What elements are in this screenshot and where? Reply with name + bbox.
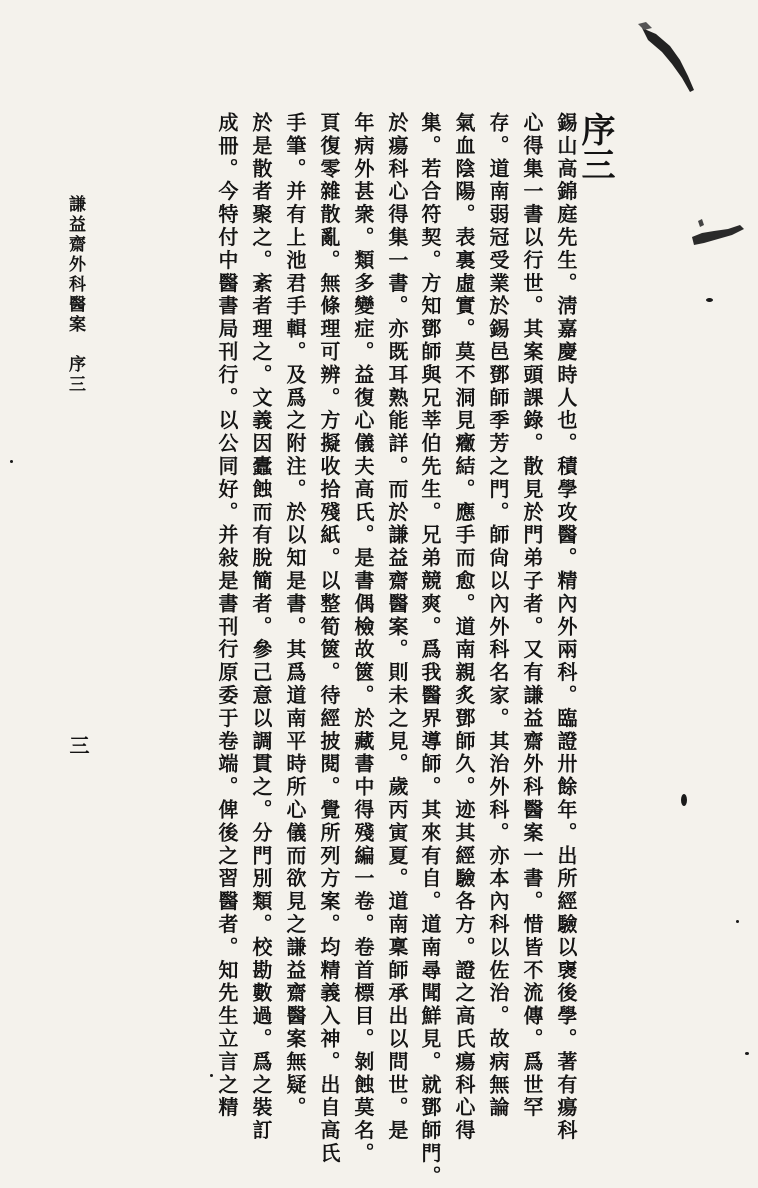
ink-speck (10, 460, 13, 463)
text-column-4: 氣血陰陽。表裏虛實。莫不洞見癥結。應手而愈。道南親炙鄧師久。迹其經驗各方。證之高氏瘍科心得 (451, 112, 476, 1143)
text-column-11: 成冊。今特付中醫書局刊行。以公同好。并敍是書刊行原委于卷端。俾後之習醫者。知先生立言之精 (214, 112, 239, 1120)
edge-ink-smudge (688, 215, 748, 250)
ink-speck (736, 920, 739, 923)
text-column-6: 於瘍科心得集一書。亦既耳熟能詳。而於謙益齋醫案。則未之見。歲丙寅夏。道南稟師承出以問世。是 (384, 112, 409, 1143)
text-column-7: 年病外甚衆。類多變症。益復心儀夫高氏。是書偶檢故篋。於藏書中得殘編一卷。卷首標目。剝蝕莫名。 (350, 112, 375, 1166)
ink-speck (745, 1052, 749, 1055)
text-column-2: 心得集一書以行世。其案頭課錄。散見於門弟子者。又有謙益齋外科醫案一書。惜皆不流傳。爲世罕 (519, 112, 544, 1120)
text-column-1: 錫山高錦庭先生。淸嘉慶時人也。積學攻醫。精內外兩科。臨證卅餘年。出所經驗以襃後學。著有瘍科 (553, 112, 578, 1143)
ink-speck (706, 298, 713, 302)
text-column-3: 存。道南弱冠受業於錫邑鄧師季芳之門。師尙以內外科名家。其治外科。亦本內科以佐治。故病無論 (485, 112, 510, 1120)
text-column-9: 手筆。并有上池君手輯。及爲之附注。於以知是書。其爲道南平時所心儀而欲見之謙益齋醫案無疑。 (282, 112, 307, 1120)
ink-speck (210, 1074, 213, 1077)
text-column-8: 頁復零雜散亂。無條理可辨。方擬收拾殘紙。以整筍篋。待經披閱。覺所列方案。均精義入神。出自高氏 (316, 112, 341, 1166)
page-number: 三 (66, 735, 90, 755)
text-column-5: 集。若合符契。方知鄧師與兄莘伯先生。兄弟競爽。爲我醫界導師。其來有自。道南尋聞鮮見。就鄧師門。 (417, 112, 442, 1188)
ink-speck (681, 794, 687, 806)
text-column-10: 於是散者聚之。紊者理之。文義因蠹蝕而有脫簡者。參己意以調貫之。分門別類。校勘數過。爲之裝訂 (248, 112, 273, 1143)
page-title: 序三 (575, 112, 615, 182)
running-footer-title: 謙益齋外科醫案 序三 (65, 195, 85, 395)
corner-ink-smudge (636, 20, 706, 95)
